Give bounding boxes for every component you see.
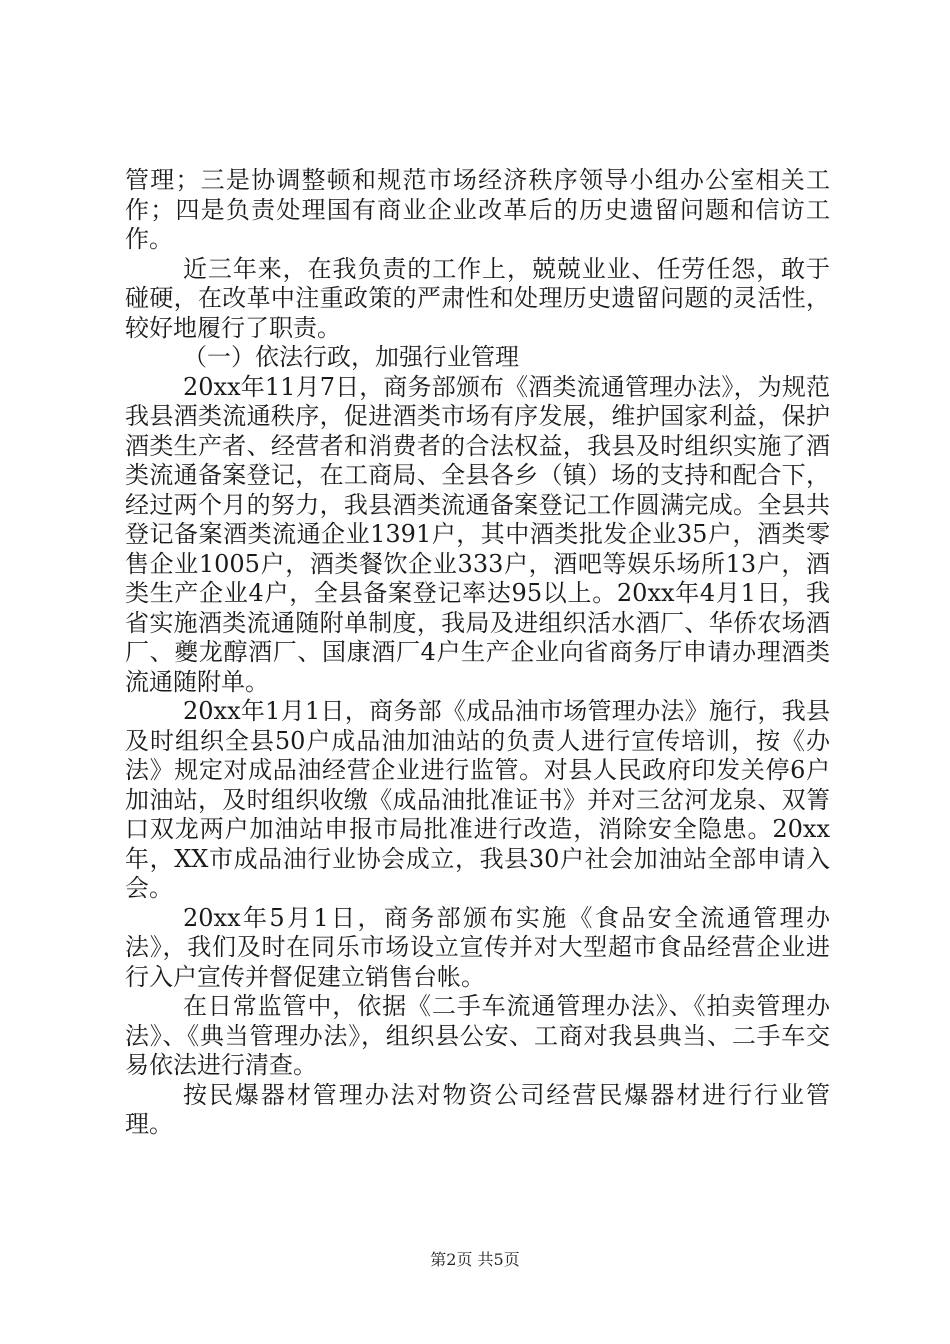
page-number: 第2页 共5页 — [430, 1250, 520, 1269]
paragraph-food-safety: 20xx年5月1日，商务部颁布实施《食品安全流通管理办法》，我们及时在同乐市场设立宣传并对大型超市食品经营企业进行入户宣传并督促建立销售台帐。 — [125, 903, 830, 991]
paragraph-daily-supervision: 在日常监管中，依据《二手车流通管理办法》、《拍卖管理办法》、《典当管理办法》，组织县公安、工商对我县典当、二手车交易依法进行清查。 — [125, 992, 830, 1079]
paragraph-performance-summary: 近三年来，在我负责的工作上，兢兢业业、任劳任怨，敢于碰硬，在改革中注重政策的严肃性和处理历史遗留问题的灵活性，较好地履行了职责。 — [125, 254, 830, 342]
paragraph-liquor-regulation: 20xx年11月7日，商务部颁布《酒类流通管理办法》，为规范我县酒类流通秩序，促进酒类市场有序发展，维护国家利益，保护酒类生产者、经营者和消费者的合法权益，我县及时组织实施了酒类流通备案登记，在工商局、全县各乡（镇）场的支持和配合下，经过两个月的努力，我县酒类流通备案登记工作圆满完成。全县共登记备案酒类流通企业1391户，其中酒类批发企业35户，酒类零售企业1005户，酒类餐饮企业333户，酒吧等娱乐场所13户，酒类生产企业4户，全县备案登记率达95以上。20xx年4月1日，我省实施酒类流通随附单制度，我局及进组织活水酒厂、华侨农场酒厂、夔龙醇酒厂、国康酒厂4户生产企业向省商务厅申请办理酒类流通随附单。 — [125, 372, 830, 696]
paragraph-continued-duties: 管理；三是协调整顿和规范市场经济秩序领导小组办公室相关工作；四是负责处理国有商业企业改革后的历史遗留问题和信访工作。 — [125, 166, 830, 253]
section-heading: （一）依法行政，加强行业管理 — [183, 343, 519, 371]
paragraph-oil-regulation: 20xx年1月1日，商务部《成品油市场管理办法》施行，我县及时组织全县50户成品油加油站的负责人进行宣传培训，按《办法》规定对成品油经营企业进行监管。对县人民政府印发关停6户加油站，及时组织收缴《成品油批准证书》并对三岔河龙泉、双箐口双龙两户加油站申报市局批准进行改造，消除安全隐患。20xx年，XX市成品油行业协会成立，我县30户社会加油站全部申请入会。 — [125, 697, 830, 902]
paragraph-explosives: 按民爆器材管理办法对物资公司经营民爆器材进行行业管理。 — [125, 1080, 830, 1138]
document-body — [125, 166, 830, 1140]
